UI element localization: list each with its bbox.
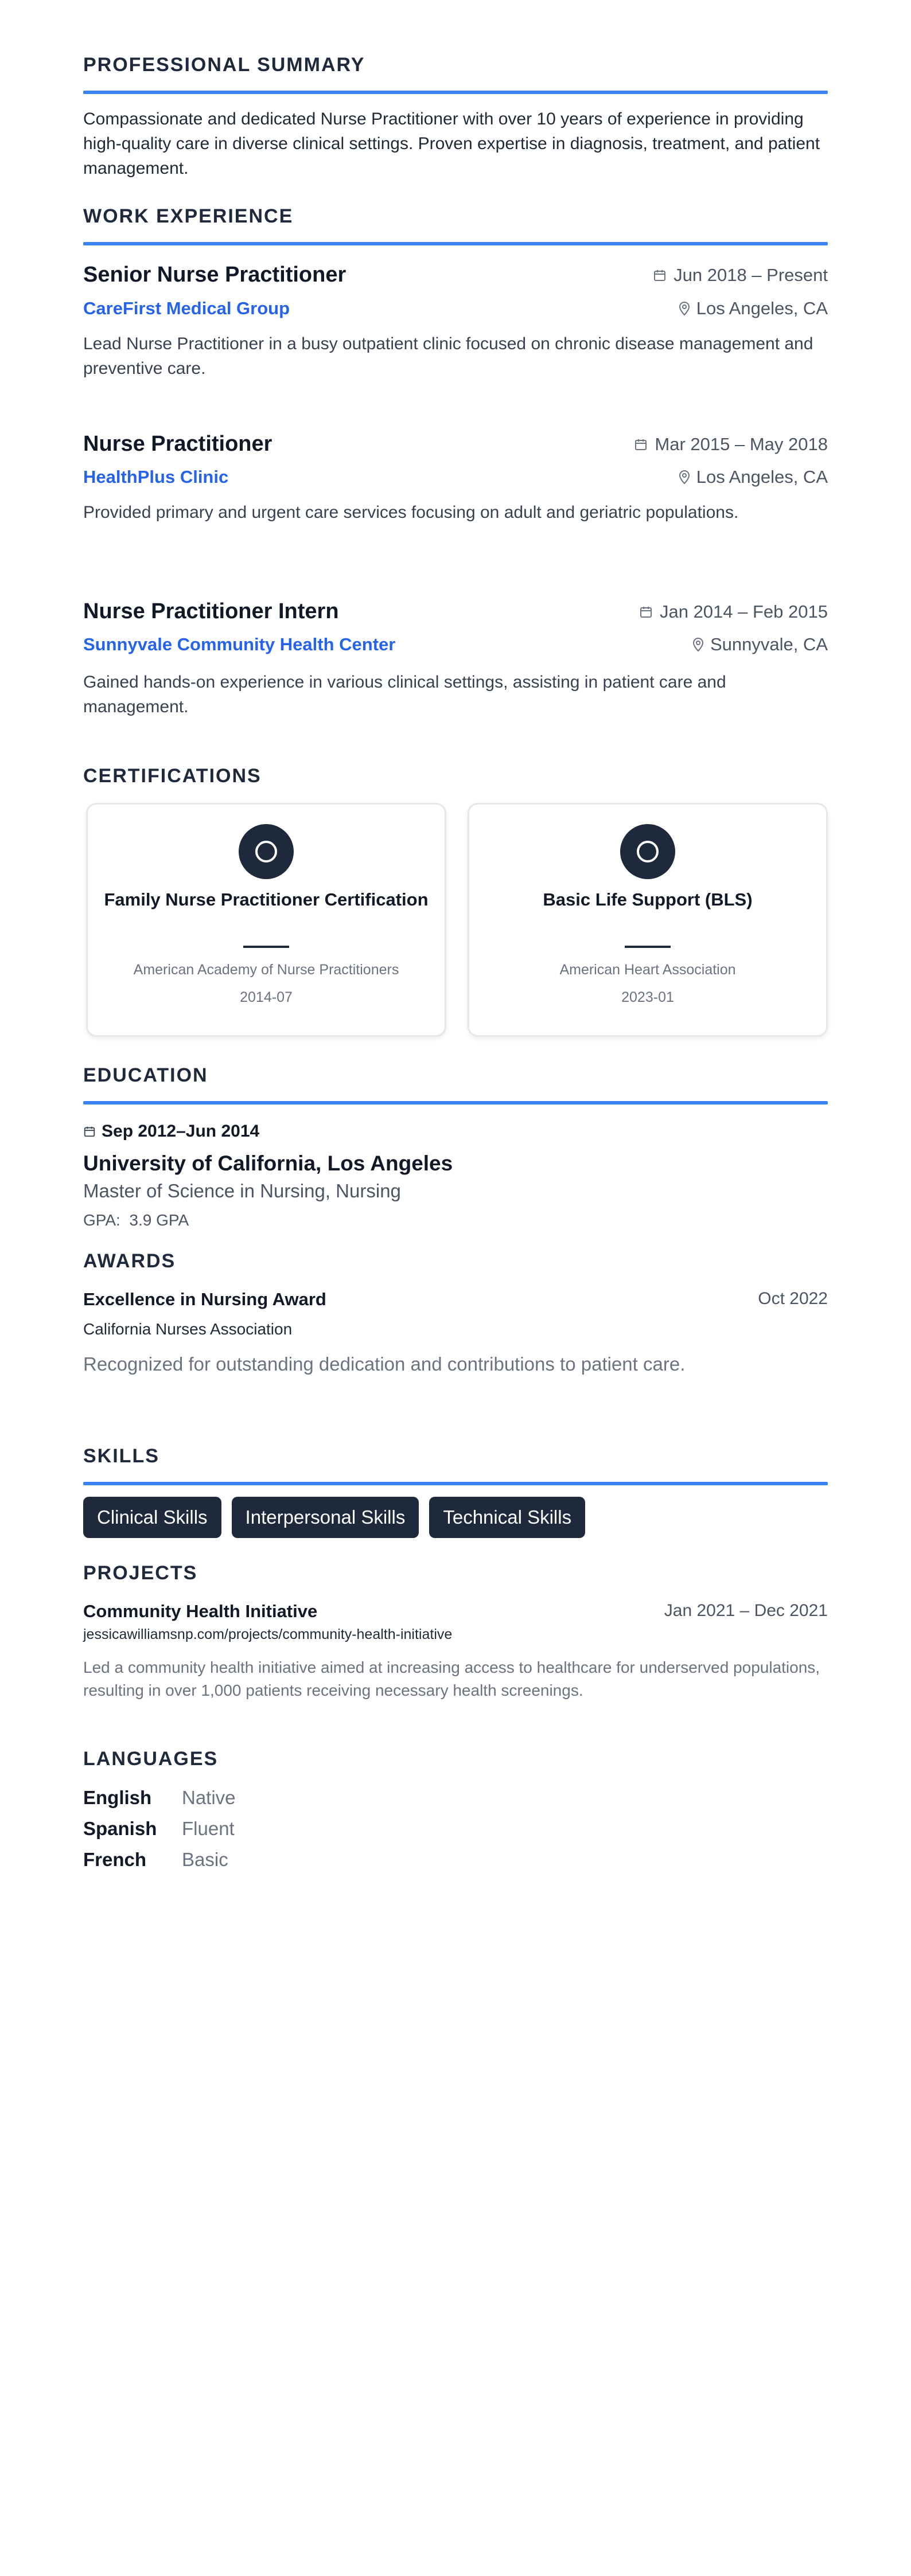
- school-name: University of California, Los Angeles: [83, 1152, 453, 1175]
- skills-list: [83, 1497, 585, 1538]
- summary-heading: PROFESSIONAL SUMMARY: [83, 54, 365, 76]
- job-dates: [634, 434, 828, 455]
- gpa-value: 3.9 GPA: [129, 1211, 189, 1229]
- calendar-icon: [83, 1125, 96, 1138]
- gpa-label: GPA:: [83, 1211, 120, 1229]
- certification-date: 2023-01: [621, 989, 674, 1005]
- certification-date: 2014-07: [240, 989, 293, 1005]
- company-name: Sunnyvale Community Health Center: [83, 634, 396, 654]
- education-dates-text: Sep 2012–Jun 2014: [102, 1122, 260, 1141]
- job-location-text: Sunnyvale, CA: [710, 634, 828, 654]
- language-level: Fluent: [182, 1818, 235, 1839]
- job-location-text: Los Angeles, CA: [696, 298, 828, 318]
- language-level: Native: [182, 1787, 236, 1808]
- job-dates: [653, 265, 828, 286]
- projects-heading: PROJECTS: [83, 1562, 198, 1584]
- project-link[interactable]: jessicawilliamsnp.com/projects/community-health-initiative: [83, 1626, 453, 1642]
- award-description: Recognized for outstanding dedication and contributions to patient care.: [83, 1353, 686, 1375]
- job-location: [678, 467, 828, 487]
- language-row: [83, 1818, 235, 1840]
- certification-card: [86, 803, 446, 1037]
- job-title: Senior Nurse Practitioner: [83, 263, 347, 287]
- certification-divider: [243, 946, 289, 948]
- badge-circle-icon: [620, 824, 675, 879]
- awards-heading: AWARDS: [83, 1250, 176, 1272]
- language-name: English: [83, 1787, 152, 1808]
- job-dates-text: Mar 2015 – May 2018: [655, 434, 828, 454]
- badge-circle-icon: [239, 824, 294, 879]
- company-name: CareFirst Medical Group: [83, 298, 290, 318]
- certification-name: Basic Life Support (BLS): [543, 889, 753, 910]
- languages-heading: LANGUAGES: [83, 1748, 219, 1770]
- experience-heading: WORK EXPERIENCE: [83, 205, 294, 227]
- job-location: [678, 298, 828, 319]
- job-location-text: Los Angeles, CA: [696, 467, 828, 487]
- job-description: Lead Nurse Practitioner in a busy outpatient clinic focused on chronic disease management and preventive care.: [83, 334, 813, 378]
- skills-rule: [83, 1482, 828, 1485]
- job-description: Provided primary and urgent care services focusing on adult and geriatric populations.: [83, 503, 739, 522]
- skill-tag: Interpersonal Skills: [232, 1497, 419, 1538]
- job-title: Nurse Practitioner Intern: [83, 599, 339, 623]
- certification-card: [468, 803, 828, 1037]
- award-issuer: California Nurses Association: [83, 1320, 293, 1338]
- map-pin-icon: [692, 637, 704, 652]
- job-dates: [639, 602, 828, 622]
- job-description: Gained hands-on experience in various clinical settings, assisting in patient care and management.: [83, 673, 726, 716]
- language-row: [83, 1849, 228, 1871]
- certifications-heading: CERTIFICATIONS: [83, 765, 262, 787]
- degree: Master of Science in Nursing, Nursing: [83, 1180, 401, 1201]
- job-dates-text: Jan 2014 – Feb 2015: [659, 602, 828, 622]
- company-name: HealthPlus Clinic: [83, 467, 229, 487]
- job-title: Nurse Practitioner: [83, 432, 272, 456]
- certification-issuer: American Heart Association: [559, 962, 736, 978]
- calendar-icon: [634, 438, 648, 451]
- map-pin-icon: [678, 470, 691, 485]
- language-name: Spanish: [83, 1818, 157, 1839]
- certification-name: Family Nurse Practitioner Certification: [104, 889, 429, 910]
- award-title: Excellence in Nursing Award: [83, 1289, 326, 1309]
- education-dates: [83, 1122, 259, 1141]
- job-location: [692, 634, 828, 655]
- award-date: Oct 2022: [758, 1289, 828, 1308]
- summary-text: Compassionate and dedicated Nurse Practitioner with over 10 years of experience in providing high-quality care in diverse clinical settings. Proven expertise in diagnosis, treatment, and patient management.: [83, 110, 820, 178]
- experience-rule: [83, 242, 828, 245]
- certification-divider: [625, 946, 671, 948]
- skills-heading: SKILLS: [83, 1445, 159, 1467]
- education-heading: EDUCATION: [83, 1064, 208, 1086]
- education-rule: [83, 1101, 828, 1104]
- certification-issuer: American Academy of Nurse Practitioners: [133, 962, 399, 978]
- map-pin-icon: [678, 301, 691, 316]
- gpa: [83, 1211, 189, 1230]
- project-date: Jan 2021 – Dec 2021: [664, 1601, 828, 1620]
- skill-tag: Technical Skills: [429, 1497, 585, 1538]
- skill-tag: Clinical Skills: [83, 1497, 221, 1538]
- project-description: Led a community health initiative aimed at increasing access to healthcare for underserved populations, resulting in over 1,000 patients receiving necessary health screenings.: [83, 1658, 820, 1699]
- project-title: Community Health Initiative: [83, 1601, 318, 1621]
- language-row: [83, 1787, 236, 1809]
- calendar-icon: [639, 605, 653, 619]
- language-level: Basic: [182, 1849, 228, 1870]
- summary-rule: [83, 91, 828, 94]
- job-dates-text: Jun 2018 – Present: [673, 265, 828, 285]
- language-name: French: [83, 1849, 147, 1870]
- calendar-icon: [653, 268, 667, 282]
